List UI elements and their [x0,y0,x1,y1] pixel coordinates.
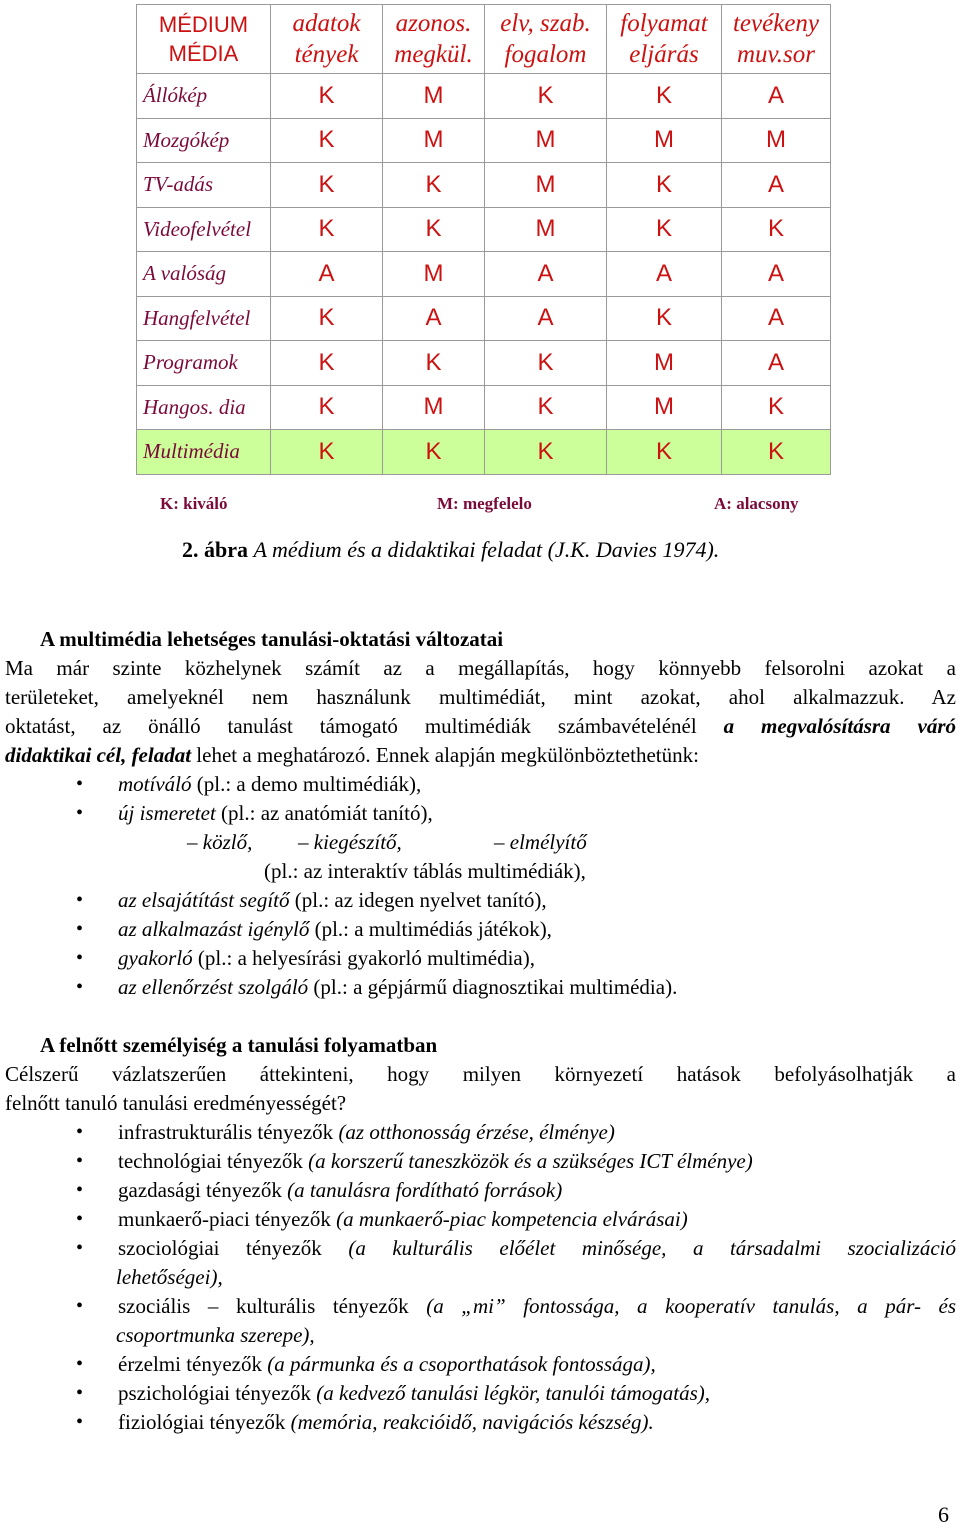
item-term: motíváló [118,772,192,796]
rating-cell: M [607,385,722,430]
rating-cell: K [383,430,485,475]
rating-cell: K [271,430,383,475]
rating-cell: A [485,252,607,297]
factor-item [118,1205,688,1234]
rating-cell: A [383,296,485,341]
table-row [137,207,831,252]
factor-item-cont [116,1321,315,1350]
sub-item-label: – közlő, [187,830,253,854]
rating-cell: K [485,430,607,475]
section1-para-line [5,712,956,741]
column-header-line-1: adatok [292,10,361,37]
bullet-icon: • [76,802,84,824]
factor-name: pszichológiai tényezők [118,1381,312,1405]
rating-cell: A [722,74,831,119]
rating-cell: A [722,341,831,386]
factor-desc: (a „mi” fontossága, a kooperatív tanulás, a pár- és [426,1294,957,1318]
rating-cell: M [485,207,607,252]
factor-desc: (a kedvező tanulási légkör, tanulói támogatás), [316,1381,710,1405]
sub-item [187,828,252,857]
item-text: (pl.: az anatómiát tanító), [221,801,433,825]
rating-cell: K [271,163,383,208]
table-row [137,296,831,341]
rating-cell: M [383,252,485,297]
rating-cell: K [271,118,383,163]
row-label: Hangfelvétel [137,296,271,341]
section2-para-line: felnőtt tanuló tanulási eredményességét? [5,1091,347,1115]
table-row [137,118,831,163]
item-term: gyakorló [118,946,193,970]
factor-desc: (a korszerű taneszközök és a szükséges ICT élménye) [308,1149,753,1173]
column-header-line-2: tények [294,41,359,68]
section1-para-line: Ma már szinte közhelynek számít az a megállapítás, hogy könnyebb felsorolni azokat a [5,656,956,680]
rating-cell: K [485,341,607,386]
bullet-icon: • [76,1179,84,1201]
rating-cell: M [607,118,722,163]
factor-item [118,1176,562,1205]
list-item [118,886,547,915]
rating-cell: K [607,296,722,341]
bullet-icon: • [76,1411,84,1433]
rating-cell: A [607,252,722,297]
table-body [137,74,831,475]
row-label: Állókép [137,74,271,119]
caption-label: 2. ábra [182,537,248,562]
table-row [137,74,831,119]
bullet-icon: • [76,1150,84,1172]
rating-cell: M [607,341,722,386]
row-label: Programok [137,341,271,386]
section2-para-line: Célszerű vázlatszerűen áttekinteni, hogy milyen környezetí hatások befolyásolhatják a [5,1062,956,1086]
rating-cell: A [271,252,383,297]
table-row [137,252,831,297]
item-text: (pl.: a demo multimédiák), [196,772,422,796]
para-emphasis: a megvalósításra váró [723,714,956,738]
factor-name: infrastrukturális tényezők [118,1120,334,1144]
rating-cell: K [383,163,485,208]
column-header-line-2: muv.sor [736,41,815,68]
bullet-icon: • [76,947,84,969]
bullet-icon: • [76,1353,84,1375]
bullet-icon: • [76,976,84,998]
rating-cell: K [271,341,383,386]
rating-cell: K [607,207,722,252]
table-row [137,163,831,208]
rating-cell: A [722,296,831,341]
column-header [485,5,607,74]
column-header [607,5,722,74]
rating-cell: K [607,430,722,475]
bullet-icon: • [76,1121,84,1143]
factor-item [118,1350,656,1379]
table-header-row [137,5,831,74]
column-header [383,5,485,74]
factor-item [118,1379,710,1408]
legend-a: A: alacsony [714,494,799,513]
rating-cell: K [383,207,485,252]
section1-title: A multimédia lehetséges tanulási-oktatási változatai [40,627,504,651]
bullet-icon: • [76,1295,84,1317]
factor-name: fiziológiai tényezők [118,1410,286,1434]
rating-cell: K [271,385,383,430]
para-text: oktatást, az önálló tanulást támogató multimédiák számbavételénél [5,714,697,738]
factor-item [118,1118,615,1147]
rating-cell: K [271,296,383,341]
column-header [722,5,831,74]
caption-text: A médium és a didaktikai feladat (J.K. Davies 1974). [253,537,720,562]
list-item [118,799,433,828]
sub-item-label: – kiegészítő, [298,830,402,854]
row-label: Multimédia [137,430,271,475]
factor-desc-cont: csoportmunka szerepe), [116,1323,315,1347]
bullet-icon: • [76,1208,84,1230]
factor-name: gazdasági tényezők [118,1178,282,1202]
item-term: az ellenőrzést szolgáló [118,975,309,999]
row-label: Hangos. dia [137,385,271,430]
factor-item [118,1234,956,1263]
factor-item-cont [116,1263,223,1292]
column-header-line-1: elv, szab. [500,10,591,37]
list-item [118,915,552,944]
factor-name: szociális – kulturális tényezők [118,1294,409,1318]
rating-cell: K [383,341,485,386]
row-label: TV-adás [137,163,271,208]
row-label: Videofelvétel [137,207,271,252]
factor-desc: (a pármunka és a csoporthatások fontossága), [267,1352,656,1376]
column-header [271,5,383,74]
sub-item [298,828,402,857]
corner-line-2: MÉDIA [168,41,239,66]
item-term: az alkalmazást igénylő [118,917,310,941]
rating-cell: M [383,118,485,163]
rating-cell: A [722,163,831,208]
sub-item-example: (pl.: az interaktív táblás multimédiák), [264,859,586,883]
factor-item [118,1408,654,1437]
column-header-line-2: eljárás [629,41,699,68]
rating-cell: K [485,385,607,430]
row-label: Mozgókép [137,118,271,163]
rating-cell: K [722,385,831,430]
list-item [118,973,677,1002]
factor-name: technológiai tényezők [118,1149,303,1173]
para-text: lehet a meghatározó. Ennek alapján megkülönböztethetünk: [196,743,699,767]
rating-cell: K [722,430,831,475]
table-row [137,385,831,430]
rating-cell: M [485,118,607,163]
section1-para-line: területeket, amelyeknél nem használunk multimédiát, mint azokat, ahol alkalmazzuk. Az [5,685,956,709]
column-header-line-1: azonos. [395,10,472,37]
rating-cell: A [485,296,607,341]
figure-caption [182,537,719,563]
table-row [137,341,831,386]
sub-item [494,828,587,857]
row-label: A valóság [137,252,271,297]
factor-desc: (a tanulásra fordítható források) [287,1178,563,1202]
list-item [118,770,421,799]
page-number: 6 [938,1502,949,1527]
rating-cell: K [607,163,722,208]
bullet-icon: • [76,1237,84,1259]
bullet-icon: • [76,773,84,795]
item-text: (pl.: a gépjármű diagnosztikai multimédia). [313,975,678,999]
rating-cell: A [722,252,831,297]
media-didactics-table [136,4,831,475]
rating-cell: M [485,163,607,208]
sub-item-label: – elmélyítő [494,830,587,854]
column-header-line-2: megkül. [394,41,473,68]
rating-cell: M [722,118,831,163]
corner-line-1: MÉDIUM [158,12,249,37]
rating-cell: K [271,207,383,252]
bullet-icon: • [76,918,84,940]
factor-name: érzelmi tényezők [118,1352,263,1376]
list-item [118,944,535,973]
factor-desc: (az otthonosság érzése, élménye) [338,1120,615,1144]
factor-item [118,1147,753,1176]
item-text: (pl.: az idegen nyelvet tanító), [294,888,547,912]
section1-para-line [5,741,699,770]
factor-desc: (a munkaerő-piac kompetencia elvárásai) [336,1207,688,1231]
rating-cell: K [607,74,722,119]
para-emphasis: didaktikai cél, feladat [5,743,192,767]
factor-desc-cont: lehetőségei), [116,1265,223,1289]
legend-m: M: megfelelo [437,494,532,513]
factor-desc: (memória, reakcióidő, navigációs készség). [290,1410,654,1434]
section2-title: A felnőtt személyiség a tanulási folyamatban [40,1033,438,1057]
item-term: az elsajátítást segítő [118,888,290,912]
bullet-icon: • [76,1382,84,1404]
factor-desc: (a kulturális előélet minősége, a társadalmi szocializáció [348,1236,956,1260]
rating-cell: M [383,385,485,430]
rating-cell: K [722,207,831,252]
item-text: (pl.: a helyesírási gyakorló multimédia), [197,946,535,970]
item-term: új ismeretet [118,801,216,825]
table-corner-cell [137,5,271,74]
rating-cell: K [485,74,607,119]
column-header-line-1: folyamat [620,10,708,37]
column-header-line-2: fogalom [504,41,587,68]
item-text: (pl.: a multimédiás játékok), [314,917,552,941]
legend-k: K: kiváló [160,494,228,513]
rating-cell: K [271,74,383,119]
factor-name: szociológiai tényezők [118,1236,322,1260]
factor-item [118,1292,956,1321]
table-row [137,430,831,475]
rating-cell: M [383,74,485,119]
factor-name: munkaerő-piaci tényezők [118,1207,331,1231]
bullet-icon: • [76,889,84,911]
column-header-line-1: tevékeny [732,10,820,37]
